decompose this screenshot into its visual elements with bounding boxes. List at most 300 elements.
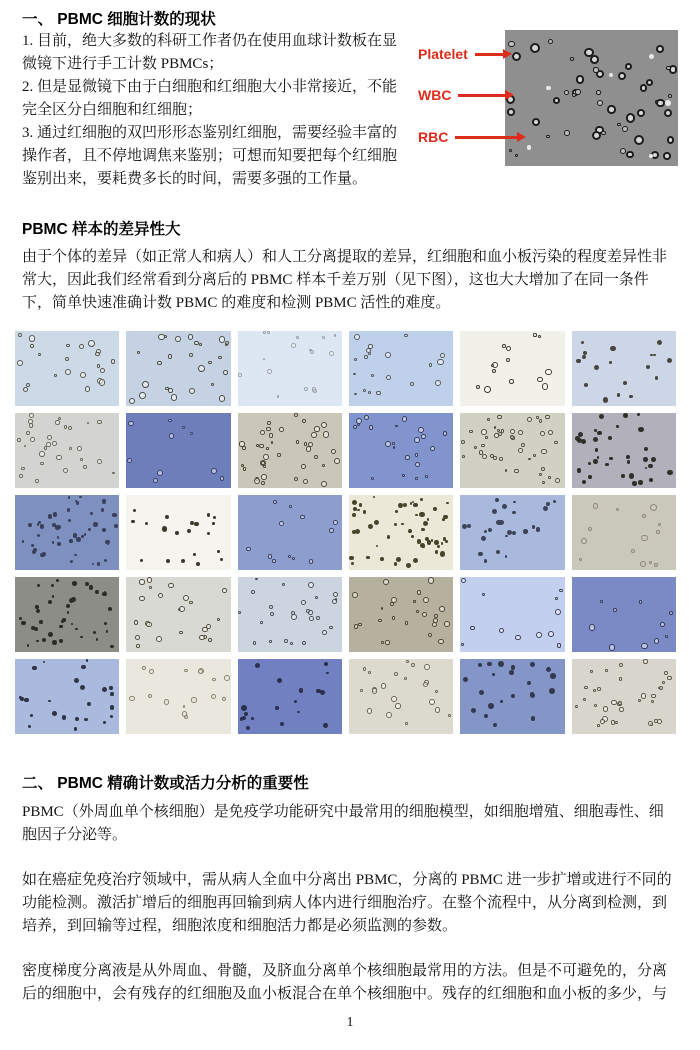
cell-speck <box>182 426 185 429</box>
cell-speck <box>323 723 328 728</box>
cell-speck <box>354 393 357 396</box>
cell-speck <box>646 79 654 87</box>
cell-speck <box>81 665 86 670</box>
cell-speck <box>62 618 66 622</box>
cell-speck <box>593 503 599 509</box>
section1-body <box>22 30 678 191</box>
cell-speck <box>225 341 229 345</box>
cell-speck <box>219 336 225 342</box>
pbmc-sample-tile <box>572 413 676 488</box>
cell-speck <box>134 620 139 625</box>
cell-speck <box>280 722 284 726</box>
cell-speck <box>30 714 33 717</box>
cell-speck <box>65 369 71 375</box>
cell-speck <box>86 659 88 661</box>
cell-speck <box>484 530 487 533</box>
cell-speck <box>67 611 70 614</box>
cell-speck <box>537 377 543 383</box>
cell-speck <box>378 619 381 622</box>
cell-speck <box>564 90 569 95</box>
cell-speck <box>93 631 96 634</box>
cell-speck <box>277 395 279 397</box>
cell-speck <box>139 392 146 399</box>
cell-speck <box>17 438 22 443</box>
cell-speck <box>515 154 518 157</box>
cell-speck <box>411 663 415 667</box>
cell-speck <box>660 622 665 627</box>
cell-speck <box>271 441 274 444</box>
cell-speck <box>27 644 29 646</box>
cell-speck <box>37 534 40 537</box>
cell-speck <box>157 470 163 476</box>
cell-speck <box>497 415 501 419</box>
cell-speck <box>33 548 37 552</box>
cell-speck <box>149 669 154 674</box>
cell-speck <box>135 635 140 640</box>
cell-speck <box>536 632 542 638</box>
cell-speck <box>499 628 504 633</box>
cell-speck <box>332 599 338 605</box>
cell-speck <box>649 154 653 158</box>
cell-speck <box>194 522 199 527</box>
cell-speck <box>128 421 133 426</box>
cell-speck <box>220 476 224 480</box>
cell-speck <box>56 579 59 582</box>
cell-speck <box>611 720 615 724</box>
cell-speck <box>643 659 647 663</box>
cell-speck <box>241 705 247 711</box>
cell-speck <box>354 624 358 628</box>
cell-speck <box>71 623 73 625</box>
cell-speck <box>540 431 545 436</box>
cell-speck <box>546 135 550 139</box>
cell-speck <box>270 612 274 616</box>
cell-speck <box>189 388 195 394</box>
cell-speck <box>334 458 340 464</box>
cell-speck <box>527 681 531 685</box>
cell-speck <box>593 437 598 442</box>
cell-speck <box>531 716 536 721</box>
cell-speck <box>618 72 626 80</box>
cell-speck <box>352 500 357 505</box>
cell-speck <box>376 391 380 395</box>
cell-speck <box>196 562 200 566</box>
cell-speck <box>487 662 492 667</box>
cell-speck <box>435 380 441 386</box>
cell-speck <box>371 477 374 480</box>
cell-speck <box>110 692 113 695</box>
cell-speck <box>437 359 443 365</box>
cell-speck <box>394 562 397 565</box>
cell-speck <box>68 426 72 430</box>
cell-speck <box>546 667 551 672</box>
cell-speck <box>420 543 425 548</box>
cell-speck <box>40 524 44 528</box>
cell-speck <box>575 705 578 708</box>
cell-speck <box>299 688 304 693</box>
cell-speck <box>39 620 43 624</box>
cell-speck <box>463 677 468 682</box>
cell-speck <box>435 550 439 554</box>
cell-speck <box>497 429 500 432</box>
cell-speck <box>381 607 384 610</box>
cell-speck <box>542 383 548 389</box>
cell-speck <box>329 351 334 356</box>
cell-speck <box>419 512 424 517</box>
cell-speck <box>559 589 563 593</box>
cell-speck <box>533 454 536 457</box>
cell-speck <box>52 595 55 598</box>
cell-speck <box>649 561 653 565</box>
cell-speck <box>394 672 399 677</box>
cell-speck <box>650 354 652 356</box>
cell-speck <box>617 123 621 127</box>
cell-speck <box>639 600 642 603</box>
numbered-item-2: 2. 但是显微镜下由于白细胞和红细胞大小非常接近，不能完全区分白细胞和红细胞； <box>22 79 398 118</box>
cell-speck <box>530 662 535 667</box>
cell-speck <box>83 465 87 469</box>
cell-speck <box>34 627 38 631</box>
cell-speck <box>431 539 434 542</box>
cell-speck <box>392 442 395 445</box>
cell-speck <box>609 73 613 77</box>
cell-speck <box>354 358 357 361</box>
cell-speck <box>212 678 216 682</box>
cell-speck <box>263 331 266 334</box>
cell-speck <box>495 498 499 502</box>
cell-speck <box>72 581 77 586</box>
cell-speck <box>668 94 672 98</box>
cell-speck <box>395 425 398 428</box>
cell-speck <box>443 431 447 435</box>
cell-speck <box>622 126 628 132</box>
cell-speck <box>415 462 420 467</box>
cell-speck <box>659 686 663 690</box>
cell-speck <box>616 425 618 427</box>
cell-speck <box>183 595 189 601</box>
cell-speck <box>595 448 599 452</box>
cell-speck <box>664 109 672 117</box>
cell-speck <box>95 590 99 594</box>
cell-speck <box>309 559 314 564</box>
pbmc-sample-tile <box>238 659 342 734</box>
cell-speck <box>88 340 95 347</box>
cell-speck <box>272 559 276 563</box>
cell-speck <box>629 395 633 399</box>
cell-speck <box>240 717 244 721</box>
cell-speck <box>584 686 588 690</box>
cell-speck <box>303 479 308 484</box>
cell-speck <box>114 524 118 528</box>
wbc-label-row <box>418 87 514 103</box>
section3-paragraph-2: 如在癌症免疫治疗领域中，需从病人全血中分离出 PBMC，分离的 PBMC 进一步扩增或进行不同的功能检测。激活扩增后的细胞再回输到病人体内进行细胞治疗。在整个流程中，从分离到检测，到培养，到回输等过程，细胞浓度和细胞活力都是必须监测的参数。 <box>22 872 672 934</box>
cell-speck <box>646 365 650 369</box>
cell-speck <box>66 344 70 348</box>
cell-speck <box>603 397 608 402</box>
cell-speck <box>541 467 545 471</box>
cell-speck <box>75 717 79 721</box>
cell-speck <box>404 677 407 680</box>
cell-speck <box>381 683 386 688</box>
cell-speck <box>268 554 272 558</box>
blood-cell-micrograph <box>505 30 678 166</box>
cell-speck <box>550 673 556 679</box>
cell-speck <box>545 369 552 376</box>
cell-speck <box>577 468 582 473</box>
cell-speck <box>509 379 513 383</box>
cell-speck <box>626 151 634 159</box>
cell-speck <box>657 340 662 345</box>
cell-speck <box>190 432 194 436</box>
cell-speck <box>175 531 179 535</box>
cell-speck <box>69 539 72 542</box>
cell-speck <box>479 690 484 695</box>
cell-speck <box>213 516 216 519</box>
cell-speck <box>506 346 511 351</box>
cell-speck <box>267 369 272 374</box>
cell-speck <box>223 370 228 375</box>
cell-speck <box>505 555 508 558</box>
cell-speck <box>413 558 418 563</box>
cell-speck <box>395 703 400 708</box>
pbmc-sample-tile <box>238 413 342 488</box>
cell-speck <box>478 663 482 667</box>
cell-speck <box>189 601 193 605</box>
cell-speck <box>243 467 247 471</box>
cell-speck <box>56 455 62 461</box>
cell-speck <box>548 430 553 435</box>
cell-speck <box>37 584 40 587</box>
cell-speck <box>597 724 600 727</box>
cell-speck <box>372 688 377 693</box>
cell-speck <box>198 668 204 674</box>
cell-speck <box>296 336 299 339</box>
cell-speck <box>415 477 418 480</box>
cell-speck <box>448 714 452 718</box>
cell-speck <box>404 334 407 337</box>
cell-speck <box>581 538 587 544</box>
cell-speck <box>392 616 395 619</box>
cell-speck <box>291 614 297 620</box>
cell-speck <box>74 554 77 557</box>
cell-speck <box>662 681 665 684</box>
cell-speck <box>22 540 25 543</box>
cell-speck <box>206 624 211 629</box>
cell-speck <box>290 642 293 645</box>
cell-speck <box>427 540 431 544</box>
cell-speck <box>97 562 100 565</box>
cell-speck <box>277 453 281 457</box>
cell-speck <box>657 719 662 724</box>
cell-speck <box>579 558 582 561</box>
cell-speck <box>211 468 217 474</box>
cell-speck <box>617 393 621 397</box>
cell-speck <box>207 532 210 535</box>
cell-speck <box>321 422 327 428</box>
cell-speck <box>575 89 581 95</box>
cell-speck <box>48 632 53 637</box>
cell-speck <box>165 515 169 519</box>
pbmc-sample-tile <box>238 331 342 406</box>
pbmc-sample-tile <box>15 413 119 488</box>
cell-speck <box>429 363 433 367</box>
cell-speck <box>414 437 420 443</box>
cell-speck <box>513 501 515 503</box>
cell-speck <box>666 66 671 71</box>
arrow-right-icon <box>455 136 518 139</box>
cell-speck <box>175 336 181 342</box>
cell-speck <box>619 663 623 667</box>
cell-speck <box>669 611 673 615</box>
cell-speck <box>425 475 428 478</box>
cell-speck <box>288 555 291 558</box>
cell-speck <box>224 675 230 681</box>
cell-speck <box>505 535 508 538</box>
cell-speck <box>530 693 535 698</box>
cell-speck <box>655 376 659 380</box>
cell-speck <box>625 63 632 70</box>
cell-speck <box>169 433 175 439</box>
cell-speck <box>394 523 397 526</box>
cell-speck <box>146 622 151 627</box>
cell-speck <box>88 528 91 531</box>
cell-speck <box>47 435 52 440</box>
cell-speck <box>90 512 93 515</box>
cell-speck <box>352 530 356 534</box>
cell-speck <box>314 426 319 431</box>
pbmc-sample-tile <box>349 331 453 406</box>
cell-speck <box>110 645 114 649</box>
cell-speck <box>28 419 33 424</box>
cell-speck <box>112 472 115 475</box>
pbmc-sample-tile <box>15 331 119 406</box>
cell-speck <box>641 535 647 541</box>
cell-speck <box>411 535 414 538</box>
pbmc-sample-tile <box>238 495 342 570</box>
cell-speck <box>588 475 592 479</box>
cell-speck <box>638 427 643 432</box>
cell-speck <box>593 459 598 464</box>
cell-speck <box>597 100 603 106</box>
page-number: 1 <box>346 1015 354 1030</box>
numbered-item-3: 3. 通过红细胞的双凹形形态鉴别红细胞，需要经验丰富的操作者，且不停地调焦来鉴别；可想而知要把每个红细胞鉴别出来，要耗费多长的时间，需要多强的工作量。 <box>22 125 398 187</box>
pbmc-sample-tile <box>460 659 564 734</box>
cell-speck <box>482 593 485 596</box>
cell-speck <box>238 611 241 614</box>
cell-speck <box>638 480 643 485</box>
cell-speck <box>476 385 480 389</box>
cell-speck <box>109 686 112 689</box>
cell-speck <box>603 706 609 712</box>
pbmc-sample-tile <box>126 577 230 652</box>
cell-speck <box>93 522 97 526</box>
cell-speck <box>69 447 72 450</box>
cell-speck <box>501 429 505 433</box>
cell-speck <box>390 602 394 606</box>
cell-speck <box>306 446 312 452</box>
cell-speck <box>648 721 653 726</box>
cell-speck <box>357 423 360 426</box>
cell-speck <box>284 639 288 643</box>
cell-speck <box>29 423 33 427</box>
cell-speck <box>553 97 560 104</box>
cell-speck <box>417 590 422 595</box>
cell-speck <box>594 429 597 432</box>
cell-speck <box>56 525 61 530</box>
cell-speck <box>545 415 550 420</box>
cell-speck <box>261 481 265 485</box>
cell-speck <box>19 474 22 477</box>
cell-speck <box>53 512 58 517</box>
cell-speck <box>374 520 379 525</box>
cell-speck <box>260 430 265 435</box>
cell-speck <box>329 528 333 532</box>
cell-speck <box>29 335 36 342</box>
cell-speck <box>623 381 627 385</box>
cell-speck <box>555 597 558 600</box>
cell-speck <box>208 638 212 642</box>
cell-speck <box>242 446 246 450</box>
cell-speck <box>304 442 308 446</box>
cell-speck <box>511 665 515 669</box>
cell-speck <box>31 544 34 547</box>
cell-speck <box>92 563 94 565</box>
cell-speck <box>100 368 105 373</box>
cell-speck <box>555 478 560 483</box>
cell-speck <box>406 563 411 568</box>
cell-speck <box>79 496 82 499</box>
cell-speck <box>251 717 254 720</box>
cell-speck <box>623 413 628 418</box>
pbmc-sample-tile <box>572 577 676 652</box>
cell-speck <box>102 592 106 596</box>
cell-speck <box>469 430 473 434</box>
cell-speck <box>386 375 392 381</box>
cell-speck <box>423 682 428 687</box>
cell-speck <box>255 663 260 668</box>
cell-speck <box>441 542 443 544</box>
cell-speck <box>136 644 139 647</box>
cell-speck <box>51 584 54 587</box>
cell-speck <box>352 513 356 517</box>
cell-speck <box>76 501 80 505</box>
cell-speck <box>632 481 637 486</box>
cell-speck <box>446 502 449 505</box>
cell-speck <box>651 700 654 703</box>
cell-speck <box>267 421 271 425</box>
section2-paragraph: 由于个体的差异（如正常人和病人）和人工分离提取的差异，红细胞和血小板污染的程度差异性非常大，因此我们经常看到分离后的 PBMC 样本千差万别（见下图），这也大大增加了在同一条件下，简单快速准确计数 PBMC 的难度和检测 PBMC 活性的难度。 <box>22 249 668 311</box>
cell-speck <box>582 480 586 484</box>
cell-speck <box>583 698 586 701</box>
cell-speck <box>360 689 363 692</box>
cell-speck <box>594 365 599 370</box>
cell-speck <box>616 508 619 511</box>
cell-speck <box>333 592 338 597</box>
cell-speck <box>532 118 540 126</box>
cell-speck <box>275 706 279 710</box>
cell-speck <box>601 131 606 136</box>
cell-speck <box>168 583 174 589</box>
cell-speck <box>667 676 672 681</box>
cell-speck <box>648 464 652 468</box>
cell-speck <box>52 541 55 544</box>
cell-speck <box>471 708 476 713</box>
cell-speck <box>183 705 186 708</box>
pbmc-sample-tile <box>15 495 119 570</box>
section3-paragraph-3: 密度梯度分离液是从外周血、骨髓，及脐血分离单个核细胞最常用的方法。但是不可避免的，分离后的细胞中，会有残存的红细胞及血小板混合在单个核细胞中。残存的红细胞和血小板的多少，与 <box>22 963 668 1002</box>
cell-speck <box>651 694 655 698</box>
cell-speck <box>371 374 374 377</box>
